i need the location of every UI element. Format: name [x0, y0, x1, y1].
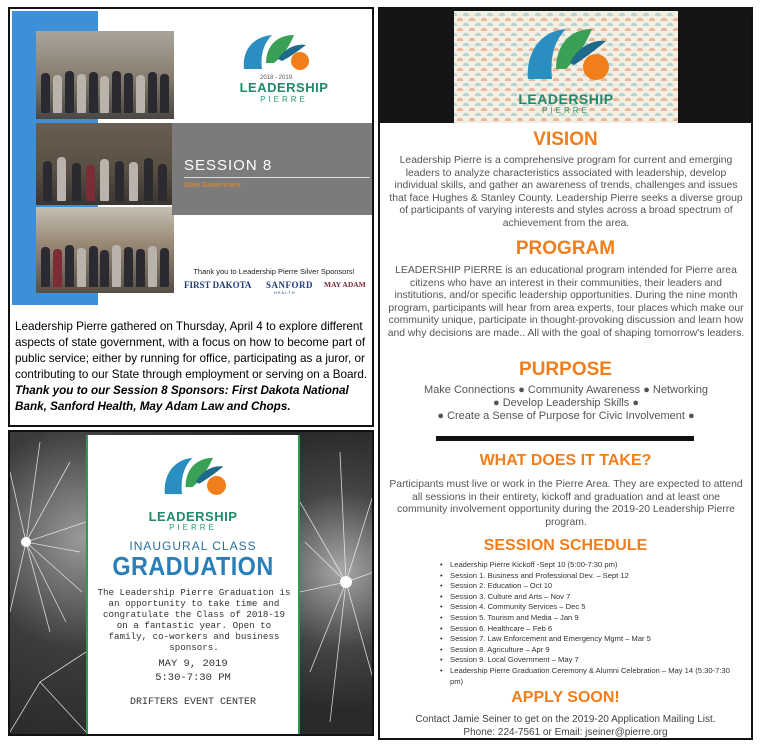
logo-years: 2018 - 2019 [260, 75, 293, 81]
session-title: SESSION 8 [184, 157, 273, 174]
graduation-title: GRADUATION [112, 551, 274, 581]
group-photo-2 [36, 123, 174, 205]
inaugural-class-label: INAUGURAL CLASS [129, 539, 257, 553]
program-info-panel [378, 7, 753, 740]
leadership-pierre-logo [158, 445, 232, 507]
schedule-item: • Session 8. Agriculture – Apr 9 [440, 645, 740, 656]
logo-subtext: PIERRE [169, 523, 217, 532]
session-8-panel [8, 7, 374, 427]
contact-info [380, 713, 751, 739]
title-divider [184, 177, 370, 178]
sponsor-first-dakota: FIRST DAKOTA [184, 280, 252, 290]
apply-heading: APPLY SOON! [511, 689, 620, 706]
logo-subtext: PIERRE [542, 106, 590, 115]
session-description [15, 319, 371, 415]
logo-text: LEADERSHIP [518, 91, 614, 107]
purpose-list [386, 384, 746, 423]
group-photo-1 [36, 31, 174, 119]
vision-text: Leadership Pierre is a comprehensive program for current and emerging leaders to analyze characteristics associated with leadership, develop individual skills, and gather an awareness of trends, challenges and issues that face Hughes & Stanley County. Leadership Pierre seeks a diverse group of participants of varying interests and styles across a broad spectrum of achievement from the area. [389, 155, 743, 229]
logo-text: LEADERSHIP [239, 80, 329, 95]
leadership-pierre-logo [234, 29, 320, 77]
schedule-item: • Session 1. Business and Professional Dev. – Sept 12 [440, 571, 740, 582]
graduation-panel [8, 430, 374, 736]
leadership-pierre-logo [520, 17, 616, 91]
session-sponsor-thanks: Thank you to our Session 8 Sponsors: First Dakota National Bank, Sanford Health, May Adam Law and Chops. [15, 384, 349, 413]
what-it-takes-text: Participants must live or work in the Pierre Area. They are expected to attend all sessions in their entirety, kickoff and graduation and at least one community involvement opportunity during the 2019-20 Leadership Pierre program. [389, 479, 743, 528]
schedule-item: • Session 4. Community Services – Dec 5 [440, 602, 740, 613]
purpose-heading: PURPOSE [519, 359, 612, 380]
vision-heading: VISION [533, 129, 598, 150]
graduation-time: 5:30-7:30 PM [155, 672, 231, 684]
schedule-item: • Session 7. Law Enforcement and Emergency Mgmt – Mar 5 [440, 634, 740, 645]
session-subtitle: State Government [184, 182, 241, 189]
section-divider [436, 436, 694, 441]
purpose-line-2: ● Develop Leadership Skills ● [493, 397, 639, 409]
schedule-item: • Leadership Pierre Graduation Ceremony & Alumni Celebration – May 14 (5:30-7:30 pm) [440, 666, 740, 687]
schedule-heading: SESSION SCHEDULE [483, 537, 648, 554]
logo-text: LEADERSHIP [148, 509, 238, 524]
purpose-line-3: ● Create a Sense of Purpose for Civic Involvement ● [437, 410, 695, 422]
program-text: LEADERSHIP PIERRE is an educational program intended for Pierre area citizens who have an interest in their communities, their leaders and institutions, and/or specific leadership opportunities. During the nine month program, participants will hear from area experts, tour places which make our community unique, participate in thought-provoking discussion and learn how and why decisions are made.. All with the goal of shaping tomorrow's leaders. [387, 265, 745, 339]
session-schedule-list [440, 560, 740, 687]
graduation-venue: DRIFTERS EVENT CENTER [129, 697, 257, 708]
schedule-item: • Session 6. Healthcare – Feb 6 [440, 624, 740, 635]
schedule-item: • Session 5. Tourism and Media – Jan 9 [440, 613, 740, 624]
sponsor-thanks: Thank you to Leadership Pierre Silver Sponsors! [193, 267, 355, 276]
schedule-item: • Leadership Pierre Kickoff -Sept 10 (5:00-7:30 pm) [440, 560, 740, 571]
sponsor-sanford-health: HEALTH [274, 290, 296, 295]
schedule-item: • Session 2. Education – Oct 10 [440, 581, 740, 592]
schedule-item: • Session 9. Local Government – May 7 [440, 655, 740, 666]
graduation-card [86, 435, 300, 735]
schedule-item: • Session 3. Culture and Arts – Nov 7 [440, 592, 740, 603]
session-description-text: Leadership Pierre gathered on Thursday, April 4 to explore different aspects of state government, with a focus on how to become part of public service; either by running for office, participating as a juror, or contributing to our State through employment or serving on a Board. [15, 320, 368, 381]
group-photo-3 [36, 207, 174, 293]
what-it-takes-heading: WHAT DOES IT TAKE? [479, 452, 652, 469]
purpose-line-1: Make Connections ● Community Awareness ● Networking [424, 384, 708, 396]
sparkler-right [300, 432, 374, 736]
contact-line-1: Contact Jamie Seiner to get on the 2019-20 Application Mailing List. [415, 714, 716, 725]
graduation-date: MAY 9, 2019 [158, 658, 228, 670]
contact-line-2: Phone: 224-7561 or Email: jseiner@pierre.org [463, 727, 668, 738]
logo-subtext: PIERRE [260, 95, 308, 104]
sponsor-may-adam: MAY ADAM [324, 280, 366, 289]
sparkler-left [10, 432, 90, 736]
program-heading: PROGRAM [515, 238, 616, 259]
graduation-datetime [88, 657, 298, 685]
graduation-text: The Leadership Pierre Graduation is an opportunity to take time and congratulate the Class of 2018-19 on a fantastic year. Open to family, co-workers and business sponsors. [97, 587, 291, 653]
sponsor-sanford: SANFORD [266, 280, 314, 290]
